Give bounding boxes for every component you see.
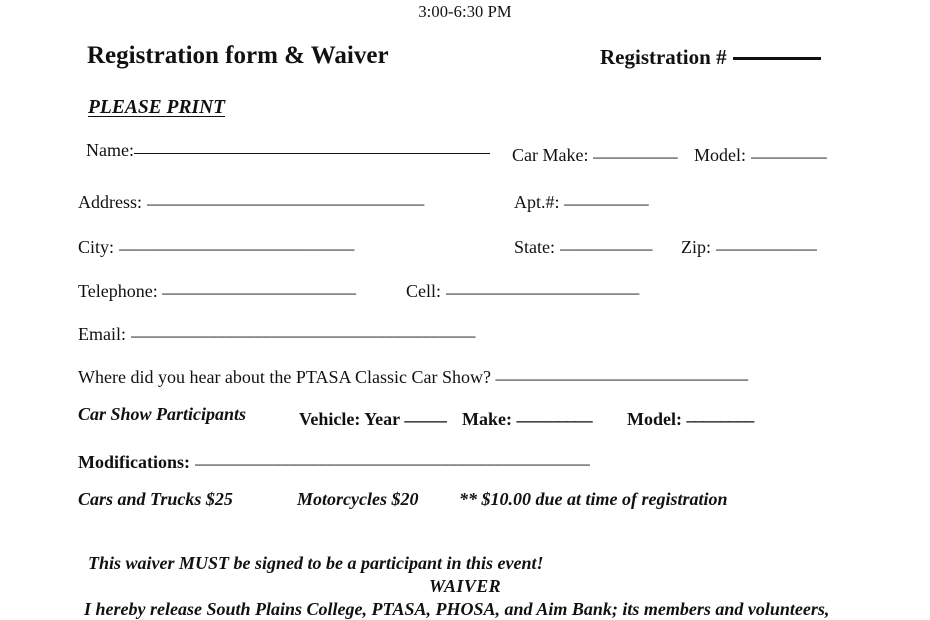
field-vehicle-year-blank[interactable]: _____ (404, 404, 447, 424)
fee-deposit-note: ** $10.00 due at time of registration (459, 489, 728, 509)
waiver-body-line-1: I hereby release South Plains College, PTASA, PHOSA, and Aim Bank; its members and volunteers, (84, 599, 830, 619)
registration-number-label: Registration # (600, 45, 727, 69)
title-row (0, 42, 930, 76)
field-apt (514, 187, 664, 213)
field-apt-label: Apt.#: (514, 192, 565, 212)
field-cell (406, 276, 651, 302)
waiver-heading: WAIVER (428, 576, 502, 596)
field-vehicle-model (627, 404, 766, 430)
field-city-blank[interactable]: ____________________________ (118, 232, 354, 252)
field-vehicle-make-label: Make: (462, 409, 517, 429)
field-model-top-label: Model: (694, 145, 751, 165)
field-apt-blank[interactable]: __________ (564, 187, 649, 207)
field-address (78, 187, 477, 213)
field-referral-label: Where did you hear about the PTASA Classic Car Show? (78, 367, 496, 387)
page-title: Registration form & Waiver (87, 42, 389, 69)
field-name-blank[interactable] (134, 153, 490, 154)
participants-heading: Car Show Participants (78, 404, 247, 424)
field-vehicle-year (299, 404, 451, 430)
field-name (86, 140, 490, 161)
field-model-top-blank[interactable]: _________ (750, 140, 827, 160)
event-time: 3:00-6:30 PM (418, 2, 512, 21)
field-state-label: State: (514, 237, 560, 257)
fee-cars-trucks: Cars and Trucks $25 (78, 489, 233, 509)
registration-number-blank[interactable] (733, 57, 821, 60)
field-zip-label: Zip: (681, 237, 716, 257)
field-vehicle-make (462, 404, 602, 430)
please-print-instruction: PLEASE PRINT (88, 97, 226, 118)
field-state-blank[interactable]: ___________ (559, 232, 652, 252)
field-car-make (512, 140, 681, 166)
fee-motorcycles: Motorcycles $20 (297, 489, 419, 509)
field-referral-blank[interactable]: ______________________________ (495, 362, 748, 382)
field-zip-blank[interactable]: ____________ (715, 232, 817, 252)
field-address-blank[interactable]: _________________________________ (146, 187, 424, 207)
field-city-label: City: (78, 237, 119, 257)
field-vehicle-model-label: Model: (627, 409, 687, 429)
field-state (514, 232, 665, 258)
waiver-must-sign-note: This waiver MUST be signed to be a participant in this event! (88, 553, 544, 573)
field-cell-label: Cell: (406, 281, 446, 301)
field-vehicle-make-blank[interactable]: _________ (516, 404, 593, 424)
field-car-make-label: Car Make: (512, 145, 593, 165)
field-referral (78, 362, 773, 388)
field-city (78, 232, 487, 258)
field-telephone-label: Telephone: (78, 281, 163, 301)
field-email (78, 319, 651, 345)
field-car-make-blank[interactable]: __________ (592, 140, 677, 160)
field-address-label: Address: (78, 192, 147, 212)
field-zip (681, 232, 826, 258)
field-telephone-blank[interactable]: _______________________ (162, 276, 356, 296)
field-modifications-blank[interactable]: _______________________________________________ (194, 447, 590, 467)
field-modifications (78, 447, 755, 473)
field-modifications-label: Modifications: (78, 452, 195, 472)
field-cell-blank[interactable]: _______________________ (445, 276, 639, 296)
field-telephone (78, 276, 367, 302)
registration-number-field (600, 45, 821, 70)
field-model-top (694, 140, 833, 166)
field-email-label: Email: (78, 324, 131, 344)
field-vehicle-year-label: Vehicle: Year (299, 409, 405, 429)
field-email-blank[interactable]: _________________________________________ (130, 319, 475, 339)
field-name-label: Name: (86, 140, 134, 160)
field-vehicle-model-blank[interactable]: ________ (686, 404, 754, 424)
